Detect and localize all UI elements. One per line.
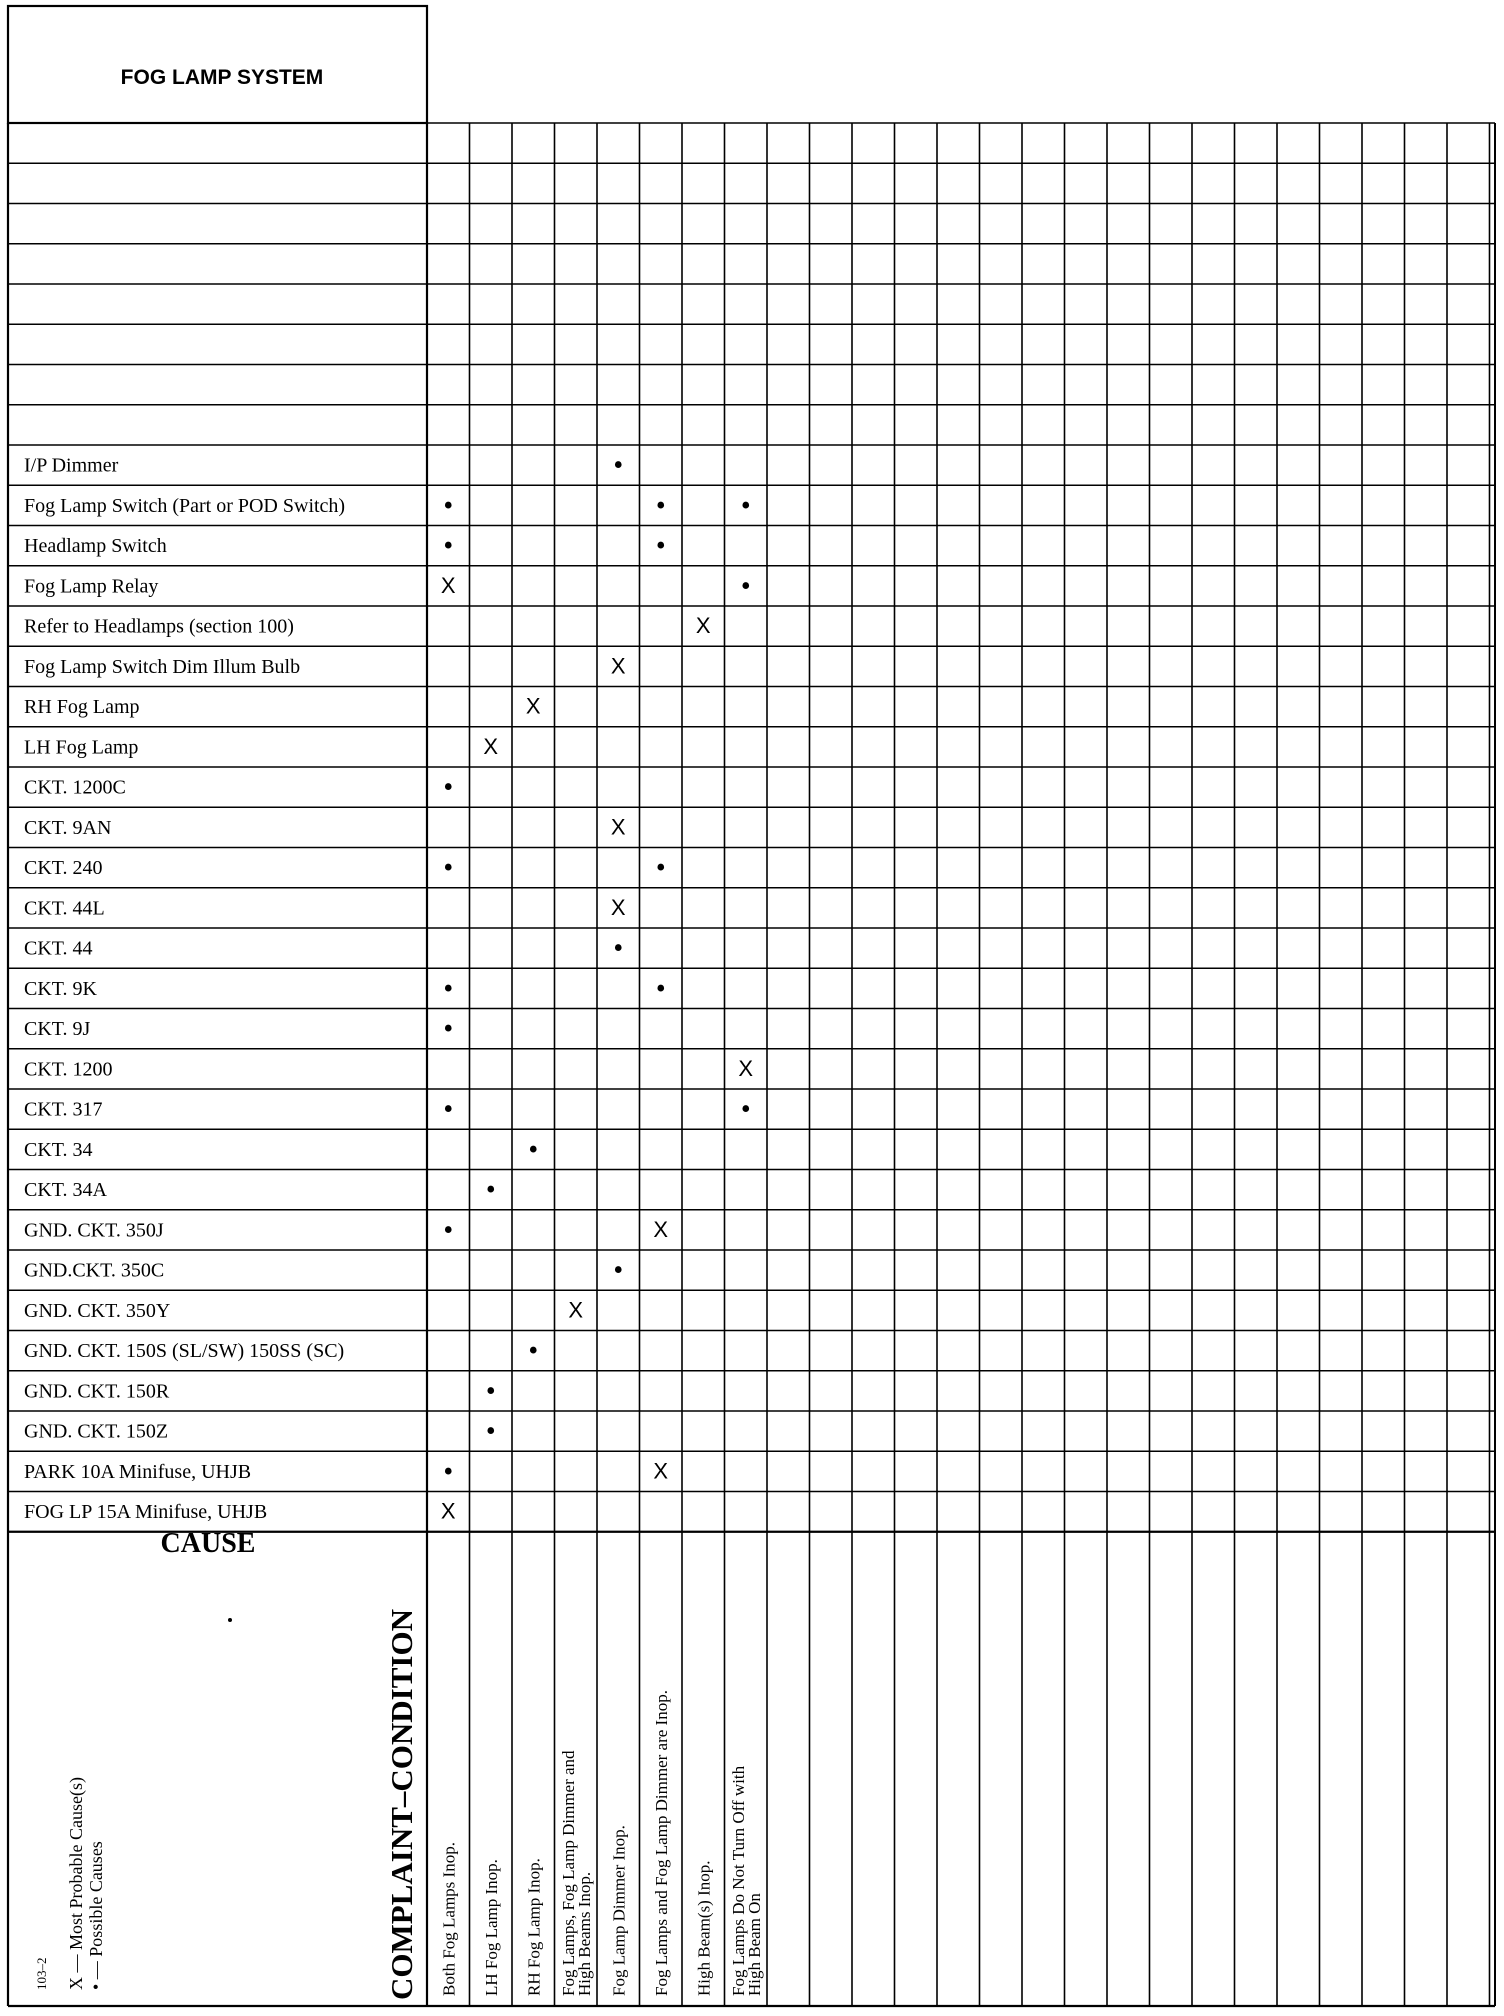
possible-mark: • bbox=[485, 1375, 496, 1407]
possible-mark: • bbox=[443, 973, 454, 1005]
possible-mark: • bbox=[485, 1416, 496, 1448]
most-probable-mark: X bbox=[653, 1458, 669, 1484]
most-probable-mark: X bbox=[440, 1498, 456, 1524]
possible-mark: • bbox=[655, 973, 666, 1005]
possible-mark: • bbox=[613, 1255, 624, 1287]
cause-label: FOG LP 15A Minifuse, UHJB bbox=[24, 1501, 268, 1524]
condition-label: Fog Lamps Do Not Turn Off with bbox=[728, 1765, 748, 1996]
most-probable-mark: X bbox=[440, 572, 456, 598]
cause-heading: CAUSE bbox=[160, 1528, 256, 1559]
cause-label: GND. CKT. 150R bbox=[24, 1380, 170, 1403]
cause-label: CKT. 240 bbox=[24, 857, 103, 880]
cause-label: CKT. 317 bbox=[24, 1098, 103, 1121]
cause-label: Refer to Headlamps (section 100) bbox=[24, 615, 294, 638]
most-probable-mark: X bbox=[738, 1055, 754, 1081]
cause-label: Fog Lamp Switch Dim Illum Bulb bbox=[24, 655, 301, 678]
possible-mark: • bbox=[443, 1456, 454, 1488]
condition-label: Fog Lamps, Fog Lamp Dimmer and bbox=[558, 1750, 578, 1996]
possible-mark: • bbox=[528, 1134, 539, 1166]
figure-reference-code: 103–2 bbox=[34, 1957, 49, 1990]
possible-mark: • bbox=[613, 933, 624, 965]
complaint-condition-heading: COMPLAINT–CONDITION bbox=[384, 1609, 419, 2000]
condition-label: High Beam On bbox=[744, 1893, 764, 1996]
legend-most-probable: X — Most Probable Cause(s) bbox=[66, 1777, 86, 1990]
condition-label: RH Fog Lamp Inop. bbox=[524, 1858, 544, 1996]
most-probable-mark: X bbox=[525, 693, 541, 719]
possible-mark: • bbox=[443, 530, 454, 562]
cause-label: GND. CKT. 150Z bbox=[24, 1420, 169, 1443]
possible-mark: • bbox=[443, 772, 454, 804]
cause-label: CKT. 9AN bbox=[24, 816, 112, 839]
possible-mark: • bbox=[528, 1335, 539, 1367]
possible-mark: • bbox=[740, 490, 751, 522]
possible-mark: • bbox=[655, 852, 666, 884]
cause-label: Fog Lamp Relay bbox=[24, 575, 159, 598]
most-probable-mark: X bbox=[610, 814, 626, 840]
condition-label: Fog Lamps and Fog Lamp Dimmer are Inop. bbox=[651, 1690, 671, 1996]
cause-label: GND. CKT. 350Y bbox=[24, 1299, 171, 1322]
possible-mark: • bbox=[613, 450, 624, 482]
most-probable-mark: X bbox=[610, 894, 626, 920]
cause-label: CKT. 1200C bbox=[24, 776, 126, 799]
most-probable-mark: X bbox=[695, 613, 711, 639]
chart-title: FOG LAMP SYSTEM bbox=[120, 66, 324, 89]
cause-label: CKT. 44L bbox=[24, 897, 105, 920]
possible-mark: • bbox=[655, 530, 666, 562]
possible-mark: • bbox=[740, 570, 751, 602]
print-speck bbox=[228, 1618, 232, 1622]
cause-label: CKT. 34A bbox=[24, 1179, 107, 1202]
cause-label: CKT. 1200 bbox=[24, 1058, 113, 1081]
condition-label: Both Fog Lamps Inop. bbox=[439, 1842, 459, 1996]
possible-mark: • bbox=[443, 490, 454, 522]
condition-label: Fog Lamp Dimmer Inop. bbox=[609, 1825, 629, 1996]
cause-label: GND. CKT. 350J bbox=[24, 1219, 164, 1242]
possible-mark: • bbox=[485, 1174, 496, 1206]
possible-mark: • bbox=[443, 1094, 454, 1126]
condition-label: LH Fog Lamp Inop. bbox=[481, 1859, 501, 1996]
possible-mark: • bbox=[443, 1214, 454, 1246]
cause-label: CKT. 34 bbox=[24, 1138, 93, 1161]
legend-possible: • — Possible Causes bbox=[86, 1841, 106, 1990]
most-probable-mark: X bbox=[483, 733, 499, 759]
cause-label: RH Fog Lamp bbox=[24, 696, 140, 719]
cause-label: CKT. 44 bbox=[24, 937, 93, 960]
cause-label: I/P Dimmer bbox=[24, 454, 119, 477]
possible-mark: • bbox=[740, 1094, 751, 1126]
cause-label: Headlamp Switch bbox=[24, 535, 167, 558]
condition-label: High Beams Inop. bbox=[574, 1871, 594, 1996]
condition-label: High Beam(s) Inop. bbox=[694, 1860, 714, 1996]
cause-label: PARK 10A Minifuse, UHJB bbox=[24, 1460, 252, 1483]
most-probable-mark: X bbox=[610, 653, 626, 679]
possible-mark: • bbox=[443, 852, 454, 884]
possible-mark: • bbox=[443, 1013, 454, 1045]
cause-label: CKT. 9K bbox=[24, 977, 97, 1000]
most-probable-mark: X bbox=[653, 1216, 669, 1242]
possible-mark: • bbox=[655, 490, 666, 522]
cause-label: LH Fog Lamp bbox=[24, 736, 139, 759]
cause-label: GND.CKT. 350C bbox=[24, 1259, 165, 1282]
cause-label: GND. CKT. 150S (SL/SW) 150SS (SC) bbox=[24, 1340, 345, 1363]
cause-label: CKT. 9J bbox=[24, 1018, 91, 1041]
cause-label: Fog Lamp Switch (Part or POD Switch) bbox=[24, 494, 346, 517]
most-probable-mark: X bbox=[568, 1297, 584, 1323]
